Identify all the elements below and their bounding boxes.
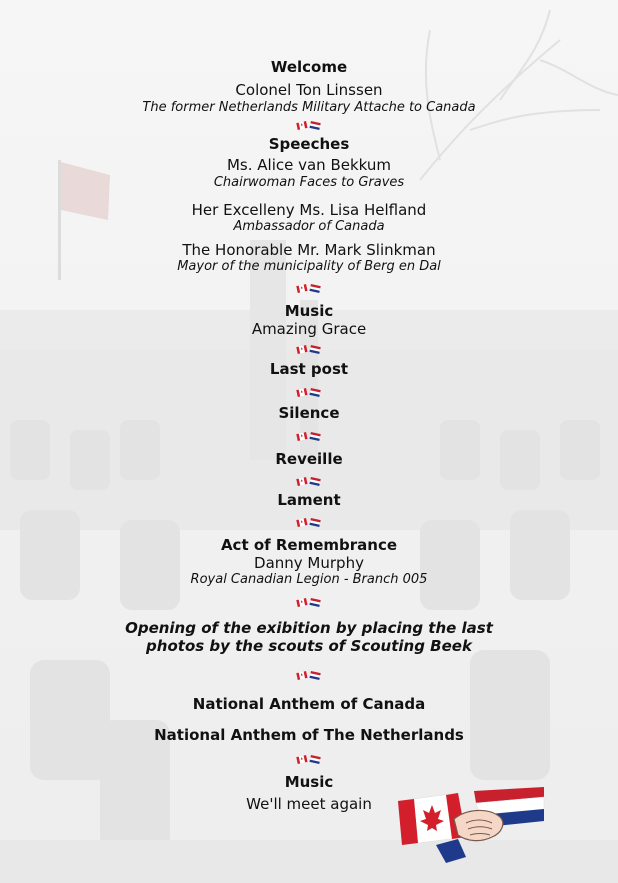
music-piece: Amazing Grace bbox=[251, 320, 367, 338]
music-closing-piece: We'll meet again bbox=[246, 795, 372, 813]
speaker-name: Her Excelleny Ms. Lisa Helfland bbox=[191, 201, 427, 219]
flags-divider-icon bbox=[296, 283, 322, 295]
flags-divider-icon bbox=[296, 597, 322, 609]
flags-divider-icon bbox=[296, 387, 322, 399]
music-closing-heading: Music bbox=[284, 773, 334, 791]
music-heading: Music bbox=[284, 302, 334, 320]
last-post-heading: Last post bbox=[269, 360, 349, 378]
act-of-remembrance-heading: Act of Remembrance bbox=[220, 536, 398, 554]
anthem-netherlands-heading: National Anthem of The Netherlands bbox=[154, 726, 464, 744]
speaker-name: The Honorable Mr. Mark Slinkman bbox=[182, 241, 436, 259]
lament-heading: Lament bbox=[277, 491, 341, 509]
silence-heading: Silence bbox=[278, 404, 340, 422]
speeches-heading: Speeches bbox=[268, 135, 350, 153]
anthem-canada-heading: National Anthem of Canada bbox=[192, 695, 426, 713]
flags-divider-icon bbox=[296, 476, 322, 488]
remembrance-speaker-title: Royal Canadian Legion - Branch 005 bbox=[190, 572, 428, 587]
flags-divider-icon bbox=[296, 431, 322, 443]
flags-divider-icon bbox=[296, 344, 322, 356]
opening-line-2: photos by the scouts of Scouting Beek bbox=[146, 637, 472, 655]
remembrance-speaker-name: Danny Murphy bbox=[254, 554, 364, 572]
flags-divider-icon bbox=[296, 670, 322, 682]
flags-divider-icon bbox=[296, 120, 322, 132]
speaker-title: Chairwoman Faces to Graves bbox=[213, 175, 405, 190]
welcome-speaker-title: The former Netherlands Military Attache to Canada bbox=[142, 100, 476, 115]
speaker-title: Ambassador of Canada bbox=[233, 219, 385, 234]
handshake-flags-icon bbox=[396, 779, 546, 869]
flags-divider-icon bbox=[296, 517, 322, 529]
welcome-speaker-name: Colonel Ton Linssen bbox=[235, 81, 383, 99]
opening-line-1: Opening of the exibition by placing the last bbox=[125, 619, 493, 637]
flags-divider-icon bbox=[296, 754, 322, 766]
welcome-heading: Welcome bbox=[270, 58, 348, 76]
speaker-title: Mayor of the municipality of Berg en Dal bbox=[177, 259, 441, 274]
speaker-name: Ms. Alice van Bekkum bbox=[226, 156, 392, 174]
reveille-heading: Reveille bbox=[275, 450, 343, 468]
